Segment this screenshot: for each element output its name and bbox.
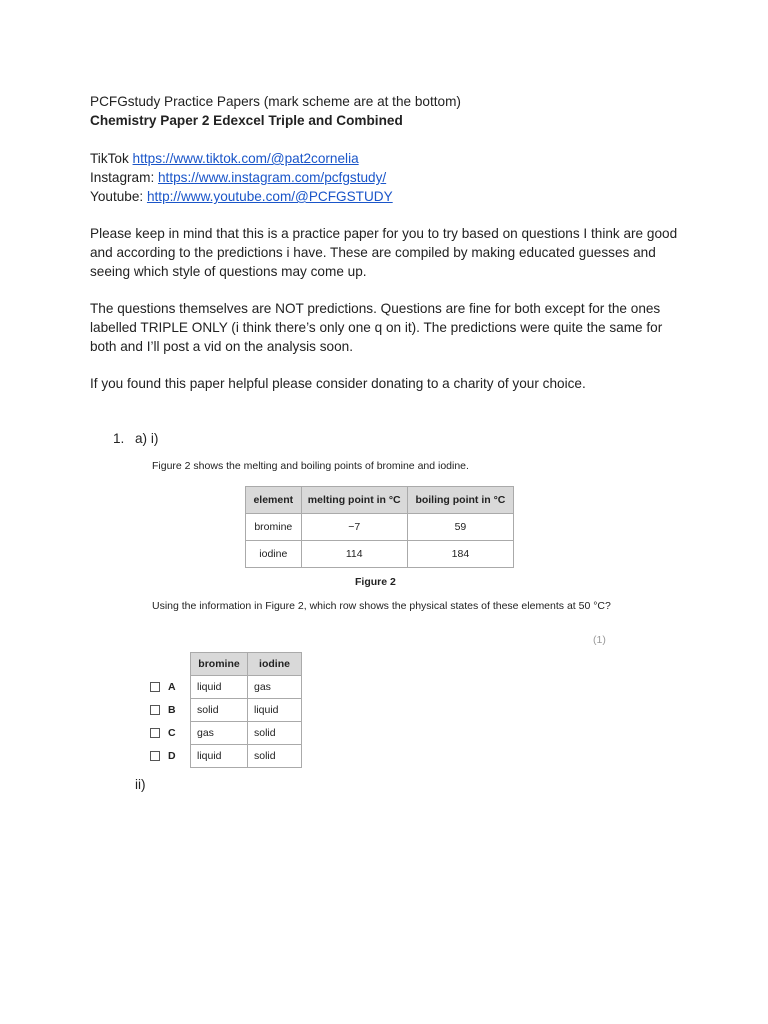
question-part: a) i) — [135, 431, 159, 446]
cell-element: bromine — [246, 514, 302, 541]
question-number: 1. — [113, 431, 125, 446]
table-row — [246, 514, 514, 541]
option-a-letter: A — [168, 681, 176, 693]
paper-title: Chemistry Paper 2 Edexcel Triple and Combined — [90, 113, 403, 128]
table-header-row — [191, 653, 302, 676]
table-row — [246, 541, 514, 568]
col-header-boiling: boiling point in °C — [407, 487, 513, 514]
table-row — [191, 699, 302, 722]
youtube-line — [90, 187, 690, 206]
option-d-letter: D — [168, 750, 176, 762]
charity-paragraph: If you found this paper helpful please consider donating to a charity of your choice. — [90, 376, 586, 391]
youtube-link[interactable]: http://www.youtube.com/@PCFGSTUDY — [146, 189, 393, 204]
cell-iodine: solid — [248, 745, 302, 768]
tiktok-line — [90, 149, 690, 168]
cell-bromine: liquid — [191, 676, 248, 699]
figure-label: Figure 2 — [355, 576, 396, 588]
header-line: PCFGstudy Practice Papers (mark scheme are at the bottom) — [90, 94, 461, 109]
cell-bromine: solid — [191, 699, 248, 722]
table-row — [191, 676, 302, 699]
answer-options-table — [190, 652, 302, 768]
next-part-label: ii) — [135, 777, 146, 792]
cell-bromine: gas — [191, 722, 248, 745]
option-b-checkbox[interactable] — [150, 705, 160, 715]
cell-iodine: liquid — [248, 699, 302, 722]
youtube-label: Youtube: — [90, 189, 147, 204]
option-b-letter: B — [168, 704, 176, 716]
col-header-iodine: iodine — [248, 653, 302, 676]
col-header-element: element — [246, 487, 302, 514]
tiktok-label: TikTok — [90, 151, 133, 166]
figure-2-table — [245, 486, 514, 568]
option-a-checkbox[interactable] — [150, 682, 160, 692]
cell-boiling: 184 — [407, 541, 513, 568]
cell-bromine: liquid — [191, 745, 248, 768]
col-header-melting: melting point in °C — [301, 487, 407, 514]
question-text: Using the information in Figure 2, which row shows the physical states of these elements at 50 °C? — [152, 600, 611, 612]
col-header-bromine: bromine — [191, 653, 248, 676]
cell-melting: 114 — [301, 541, 407, 568]
disclaimer-paragraph: The questions themselves are NOT predictions. Questions are fine for both except for the ones labelled TRIPLE ONLY (i think there’s only one q on it). The predictions were quite the same for both and I’ll post a vid on the analysis soon. — [90, 301, 663, 354]
option-c[interactable] — [150, 727, 176, 739]
option-a[interactable] — [150, 681, 176, 693]
table-row — [191, 722, 302, 745]
instagram-label: Instagram: — [90, 170, 158, 185]
option-c-checkbox[interactable] — [150, 728, 160, 738]
option-d-checkbox[interactable] — [150, 751, 160, 761]
cell-boiling: 59 — [407, 514, 513, 541]
table-row — [191, 745, 302, 768]
cell-melting: −7 — [301, 514, 407, 541]
cell-element: iodine — [246, 541, 302, 568]
intro-paragraph: Please keep in mind that this is a practice paper for you to try based on questions I think are good and according to the predictions i have. These are compiled by making educated guesses and seeing which style of questions may come up. — [90, 226, 678, 279]
cell-iodine: solid — [248, 722, 302, 745]
marks-label: (1) — [593, 634, 606, 646]
instagram-line — [90, 168, 690, 187]
cell-iodine: gas — [248, 676, 302, 699]
table-header-row — [246, 487, 514, 514]
option-b[interactable] — [150, 704, 176, 716]
tiktok-link[interactable]: https://www.tiktok.com/@pat2cornelia — [132, 151, 359, 166]
instagram-link[interactable]: https://www.instagram.com/pcfgstudy/ — [158, 170, 387, 185]
option-d[interactable] — [150, 750, 176, 762]
option-c-letter: C — [168, 727, 176, 739]
figure-intro: Figure 2 shows the melting and boiling points of bromine and iodine. — [152, 460, 469, 472]
